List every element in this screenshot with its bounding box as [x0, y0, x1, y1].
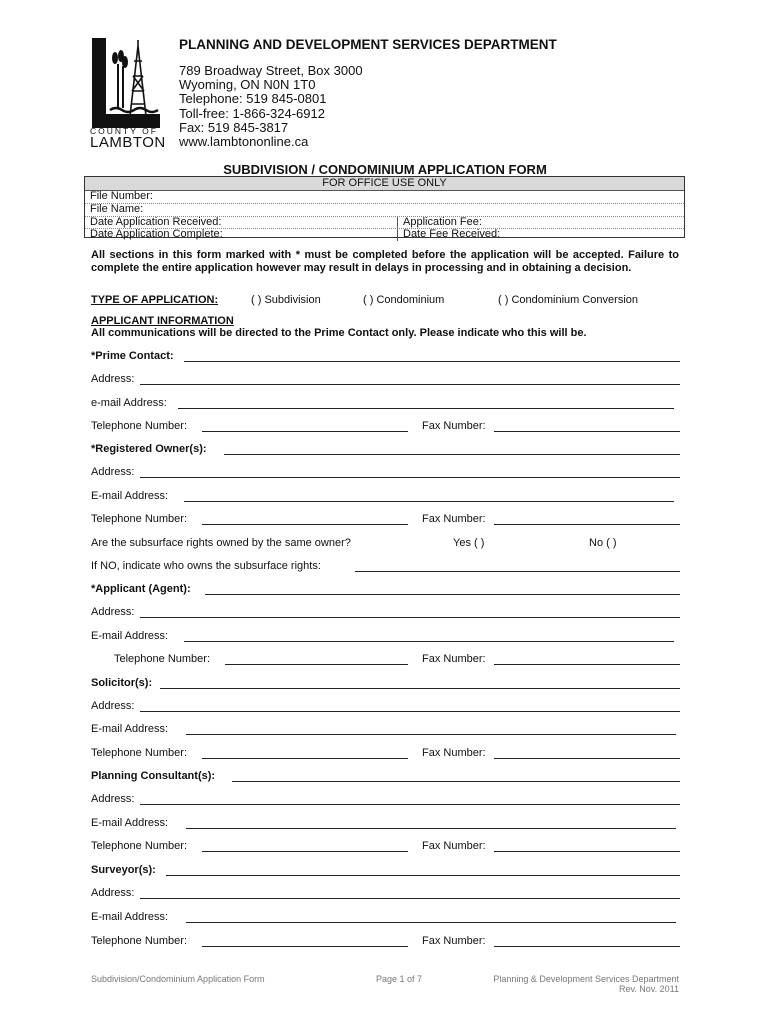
- solicitor-email-input[interactable]: [186, 734, 676, 735]
- solicitor-input[interactable]: [160, 688, 680, 689]
- consultant-telephone-input[interactable]: [202, 851, 408, 852]
- option-subdivision[interactable]: ( ) Subdivision: [251, 294, 321, 306]
- footer-page-number: Page 1 of 7: [376, 974, 423, 984]
- surveyor-email-input[interactable]: [186, 922, 676, 923]
- address-line: 789 Broadway Street, Box 3000: [179, 63, 363, 78]
- address-website: www.lambtononline.ca: [179, 134, 309, 150]
- surveyor-label: Surveyor(s):: [91, 864, 156, 876]
- prime-fax-input[interactable]: [494, 431, 680, 432]
- date-fee-received-label: Date Fee Received:: [397, 229, 500, 241]
- agent-telephone-input[interactable]: [225, 664, 408, 665]
- instructions: All sections in this form marked with * must be completed before the application will be accepted. Failure to complete the entire application however may result in delays in processing and in obtaining a decision.: [91, 249, 679, 274]
- file-number-label: File Number:: [90, 190, 153, 202]
- type-label: TYPE OF APPLICATION:: [91, 294, 219, 306]
- app-fee-label: Application Fee:: [397, 217, 482, 229]
- office-row-file-number: [85, 191, 684, 204]
- subsurface-question: Are the subsurface rights owned by the same owner?: [91, 537, 351, 549]
- office-row-complete: [85, 229, 684, 241]
- surveyor-fax-input[interactable]: [494, 946, 680, 947]
- solicitor-telephone-label: Telephone Number:: [91, 747, 188, 759]
- address-line: Wyoming, ON N0N 1T0: [179, 77, 316, 93]
- surveyor-fax-label: Fax Number:: [422, 935, 486, 947]
- surveyor-address-label: Address:: [91, 887, 135, 899]
- prime-address-input[interactable]: [140, 384, 680, 385]
- subsurface-owner-label: If NO, indicate who owns the subsurface rights:: [91, 560, 321, 572]
- solicitor-fax-input[interactable]: [494, 758, 680, 759]
- owner-address-label: Address:: [91, 466, 135, 478]
- footer-form-name: Subdivision/Condominium Application Form: [91, 974, 265, 984]
- subsurface-yes-option[interactable]: Yes ( ): [453, 537, 485, 549]
- solicitor-telephone-input[interactable]: [202, 758, 408, 759]
- applicant-note: All communications will be directed to the Prime Contact only. Please indicate who this will be.: [91, 327, 587, 339]
- owner-email-label: E-mail Address:: [91, 490, 169, 502]
- owner-email-input[interactable]: [184, 501, 674, 502]
- solicitor-email-label: E-mail Address:: [91, 723, 169, 735]
- office-use-header: FOR OFFICE USE ONLY: [85, 177, 684, 191]
- owner-address-input[interactable]: [140, 477, 680, 478]
- registered-owner-input[interactable]: [224, 454, 680, 455]
- prime-fax-label: Fax Number:: [422, 420, 486, 432]
- option-condominium[interactable]: ( ) Condominium: [363, 294, 445, 306]
- solicitor-label: Solicitor(s):: [91, 677, 153, 689]
- prime-email-input[interactable]: [178, 408, 674, 409]
- solicitor-address-label: Address:: [91, 700, 135, 712]
- department-name: PLANNING AND DEVELOPMENT SERVICES DEPARTMENT: [179, 37, 557, 52]
- prime-telephone-input[interactable]: [202, 431, 408, 432]
- prime-telephone-label: Telephone Number:: [91, 420, 188, 432]
- date-received-label: Date Application Received:: [90, 215, 222, 228]
- solicitor-address-input[interactable]: [140, 711, 680, 712]
- type-of-application: [91, 294, 638, 306]
- consultant-telephone-label: Telephone Number:: [91, 840, 188, 852]
- option-condominium-conversion[interactable]: ( ) Condominium Conversion: [498, 294, 638, 306]
- consultant-fax-input[interactable]: [494, 851, 680, 852]
- logo-lambton: LAMBTON: [90, 134, 166, 151]
- agent-email-input[interactable]: [184, 641, 674, 642]
- agent-fax-label: Fax Number:: [422, 653, 486, 665]
- surveyor-telephone-label: Telephone Number:: [91, 935, 188, 947]
- address-tollfree: Toll-free: 1-866-324-6912: [179, 105, 325, 121]
- prime-contact-input[interactable]: [184, 361, 680, 362]
- address-telephone: Telephone: 519 845-0801: [179, 91, 327, 107]
- date-complete-label: Date Application Complete:: [90, 228, 223, 241]
- subsurface-owner-input[interactable]: [355, 571, 680, 572]
- owner-telephone-label: Telephone Number:: [91, 513, 188, 525]
- registered-owner-label: *Registered Owner(s):: [91, 443, 207, 455]
- agent-address-label: Address:: [91, 606, 135, 618]
- consultant-address-input[interactable]: [140, 804, 680, 805]
- owner-fax-label: Fax Number:: [422, 513, 486, 525]
- address-fax: Fax: 519 845-3817: [179, 119, 289, 135]
- footer-revision: Rev. Nov. 2011: [618, 984, 679, 994]
- agent-fax-input[interactable]: [494, 664, 680, 665]
- footer-department: [493, 974, 679, 994]
- applicant-agent-input[interactable]: [205, 594, 680, 595]
- applicant-heading: APPLICANT INFORMATION: [91, 315, 234, 327]
- agent-telephone-label: Telephone Number:: [114, 653, 211, 665]
- applicant-agent-label: *Applicant (Agent):: [91, 583, 191, 595]
- agent-email-label: E-mail Address:: [91, 630, 169, 642]
- prime-address-label: Address:: [91, 373, 135, 385]
- owner-fax-input[interactable]: [494, 524, 680, 525]
- surveyor-telephone-input[interactable]: [202, 946, 408, 947]
- applicant-info: [91, 315, 587, 339]
- prime-email-label: e-mail Address:: [91, 397, 167, 409]
- department-address: [179, 64, 363, 149]
- file-name-label: File Name:: [90, 202, 144, 215]
- owner-telephone-input[interactable]: [202, 524, 408, 525]
- office-use-table: [84, 176, 685, 241]
- consultant-fax-label: Fax Number:: [422, 840, 486, 852]
- logo-county-of: COUNTY OF: [90, 126, 158, 136]
- surveyor-address-input[interactable]: [140, 898, 680, 899]
- prime-contact-label: *Prime Contact:: [91, 350, 174, 362]
- consultant-email-label: E-mail Address:: [91, 817, 169, 829]
- surveyor-email-label: E-mail Address:: [91, 911, 169, 923]
- agent-address-input[interactable]: [140, 617, 680, 618]
- footer-department-name: Planning & Development Services Department: [493, 974, 679, 984]
- surveyor-input[interactable]: [166, 875, 680, 876]
- subsurface-no-option[interactable]: No ( ): [589, 537, 617, 549]
- consultant-email-input[interactable]: [186, 828, 676, 829]
- planning-consultant-input[interactable]: [232, 781, 680, 782]
- planning-consultant-label: Planning Consultant(s):: [91, 770, 216, 782]
- consultant-address-label: Address:: [91, 793, 135, 805]
- solicitor-fax-label: Fax Number:: [422, 747, 486, 759]
- form-title: SUBDIVISION / CONDOMINIUM APPLICATION FORM: [223, 162, 547, 177]
